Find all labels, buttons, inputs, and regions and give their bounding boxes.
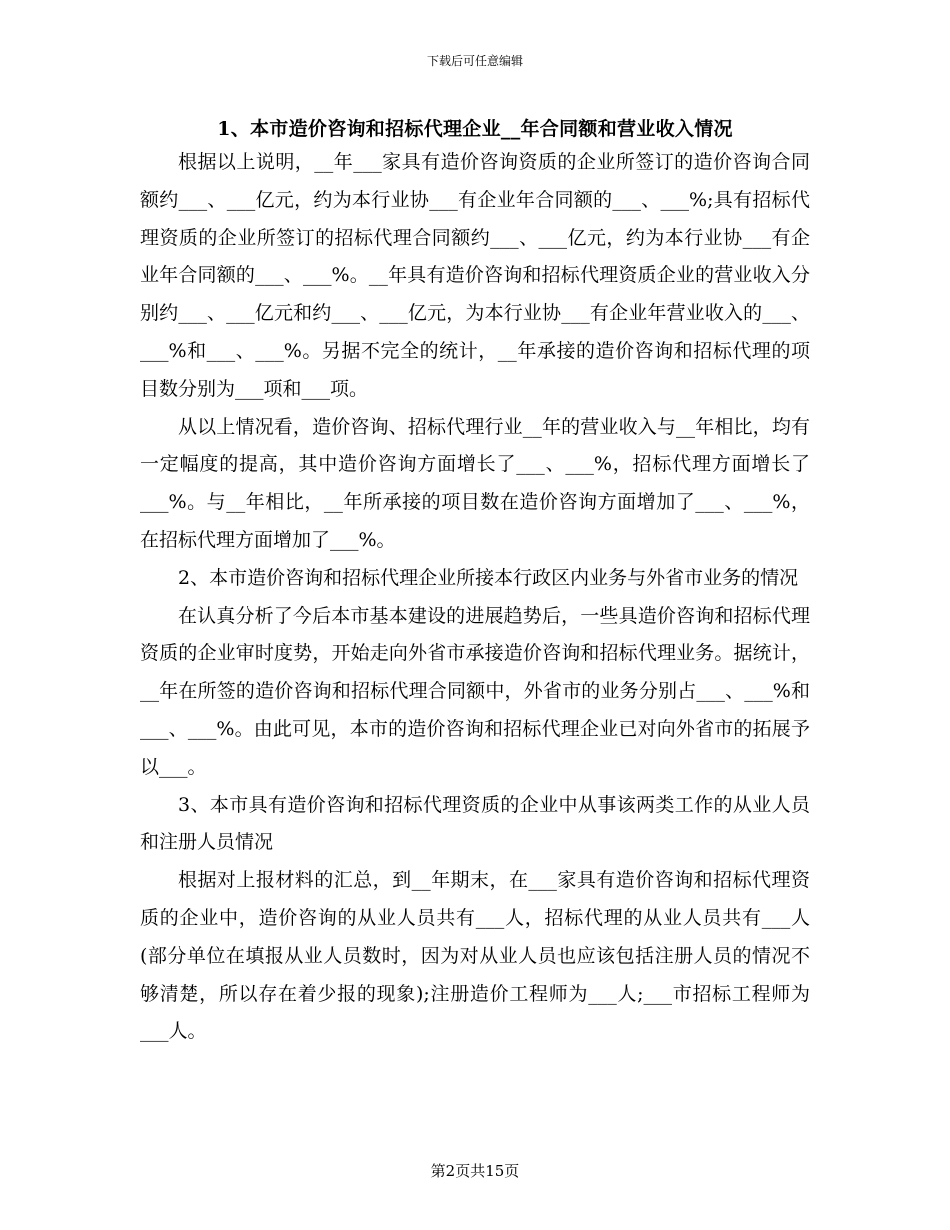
- subheading-business-scope: 2、本市造价咨询和招标代理企业所接本行政区内业务与外省市业务的情况: [178, 566, 799, 589]
- paragraph-out-of-province: 在认真分析了今后本市基本建设的进展趋势后，一些具造价咨询和招标代理资质的企业审时度势，开始走向外省市承接造价咨询和招标代理业务。据统计，__年在所签的造价咨询和招标代理合同额中，外省市的业务分别占___、___%和___、___%。由此可见，本市的造价咨询和招标代理企业已对向外省市的拓展予以___。: [140, 604, 810, 778]
- page-header-note: 下载后可任意编辑: [426, 54, 523, 68]
- paragraph-contract-revenue: 根据以上说明，__年___家具有造价咨询资质的企业所签订的造价咨询合同额约___、___亿元，约为本行业协___有企业年合同额的___、___%;具有招标代理资质的企业所签订的招标代理合同额约___、___亿元，约为本行业协___有企业年合同额的___、___%。__年具有造价咨询和招标代理资质企业的营业收入分别约___、___亿元和约___、___亿元，为本行业协___有企业年营业收入的___、___%和___、___%。另据不完全的统计，__年承接的造价咨询和招标代理的项目数分别为___项和___项。: [140, 151, 810, 400]
- document-body: [140, 144, 810, 1051]
- page-number: 第2页共15页: [430, 1162, 520, 1180]
- section-heading: 1、本市造价咨询和招标代理企业__年合同额和营业收入情况: [217, 118, 733, 140]
- subheading-staff: 3、本市具有造价咨询和招标代理资质的企业中从事该两类工作的从业人员和注册人员情况: [140, 793, 810, 854]
- paragraph-staff: 根据对上报材料的汇总，到__年期末，在___家具有造价咨询和招标代理资质的企业中，造价咨询的从业人员共有___人，招标代理的从业人员共有___人(部分单位在填报从业人员数时，因为对从业人员也应该包括注册人员的情况不够清楚，所以存在着少报的现象);注册造价工程师为___人;___市招标工程师为___人。: [140, 869, 810, 1043]
- paragraph-growth: 从以上情况看，造价咨询、招标代理行业__年的营业收入与__年相比，均有一定幅度的提高，其中造价咨询方面增长了___、___%，招标代理方面增长了___%。与__年相比，__年所承接的项目数在造价咨询方面增加了___、___%，在招标代理方面增加了___%。: [140, 415, 810, 551]
